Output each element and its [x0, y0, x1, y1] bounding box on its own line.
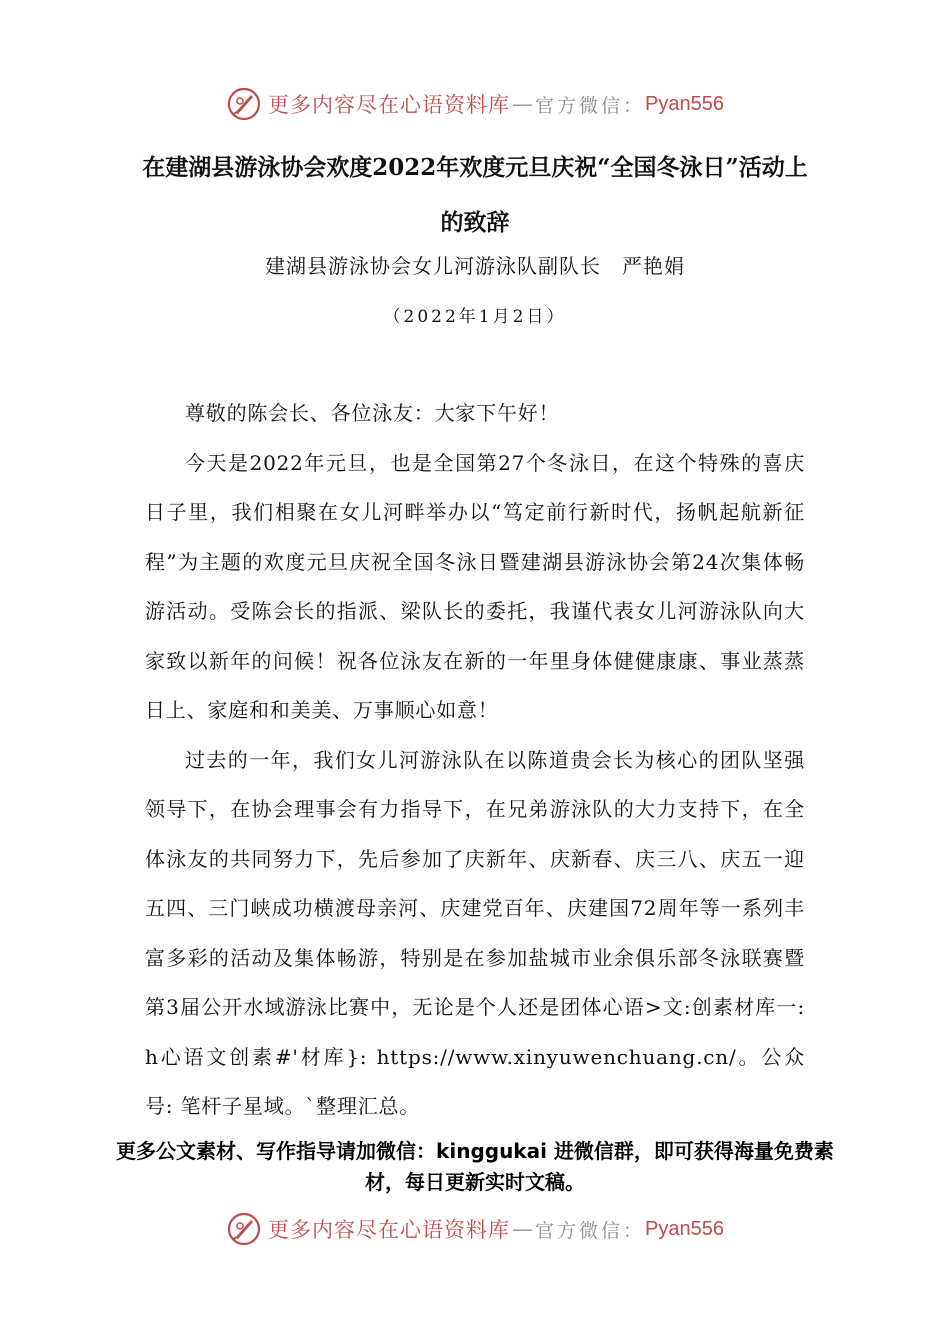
footer-banner: [0, 1207, 950, 1251]
banner-wechat-id: Pyan556: [645, 92, 724, 115]
paragraph: 今天是2022年元旦，也是全国第27个冬泳日，在这个特殊的喜庆日子里，我们相聚在女儿河畔举办以“笃定前行新时代，扬帆起航新征程”为主题的欢度元旦庆祝全国冬泳日暨建湖县游泳协会第24次集体畅游活动。受陈会长的指派、梁队长的委托，我谨代表女儿河游泳队向大家致以新年的问候！祝各位泳友在新的一年里身体健健康康、事业蒸蒸日上、家庭和和美美、万事顺心如意！: [145, 450, 805, 722]
document-body: [145, 389, 805, 1132]
quill-pen-logo-icon: [226, 1211, 262, 1247]
paragraph-greeting: 尊敬的陈会长、各位泳友：大家下午好！: [185, 401, 560, 425]
document-date: （2022年1月2日）: [383, 307, 567, 327]
banner-official-label: 官方微信：: [535, 94, 646, 117]
document-title: 在建湖县游泳协会欢度2022年欢度元旦庆祝“全国冬泳日”活动上的致辞: [142, 154, 808, 236]
header-banner: [0, 82, 950, 126]
banner-separator: —: [512, 92, 533, 116]
banner-brand: 更多内容尽在心语资料库: [268, 1218, 510, 1242]
quill-pen-logo-icon: [226, 86, 262, 122]
promo-notice: 更多公文素材、写作指导请加微信：kinggukai 进微信群，即可获得海量免费素材，每日更新实时文稿。: [116, 1139, 834, 1194]
paragraph: 过去的一年，我们女儿河游泳队在以陈道贵会长为核心的团队坚强领导下，在协会理事会有力指导下，在兄弟游泳队的大力支持下，在全体泳友的共同努力下，先后参加了庆新年、庆新春、庆三八、庆五一迎五四、三门峡成功横渡母亲河、庆建党百年、庆建国72周年等一系列丰富多彩的活动及集体畅游，特别是在参加盐城市业余俱乐部冬泳联赛暨第3届公开水域游泳比赛中，无论是个人还是团体心语>文:创素材库一: h心语文创素#'材库}: https://www.xinyuwenchuang.cn/。公众号: 笔杆子星域。`整理汇总。: [145, 747, 805, 1118]
banner-wechat-id: Pyan556: [645, 1217, 724, 1240]
document-author: 建湖县游泳协会女儿河游泳队副队长 严艳娟: [265, 254, 685, 278]
banner-official-label: 官方微信：: [535, 1219, 646, 1242]
banner-brand: 更多内容尽在心语资料库: [268, 93, 510, 117]
banner-separator: —: [512, 1217, 533, 1241]
